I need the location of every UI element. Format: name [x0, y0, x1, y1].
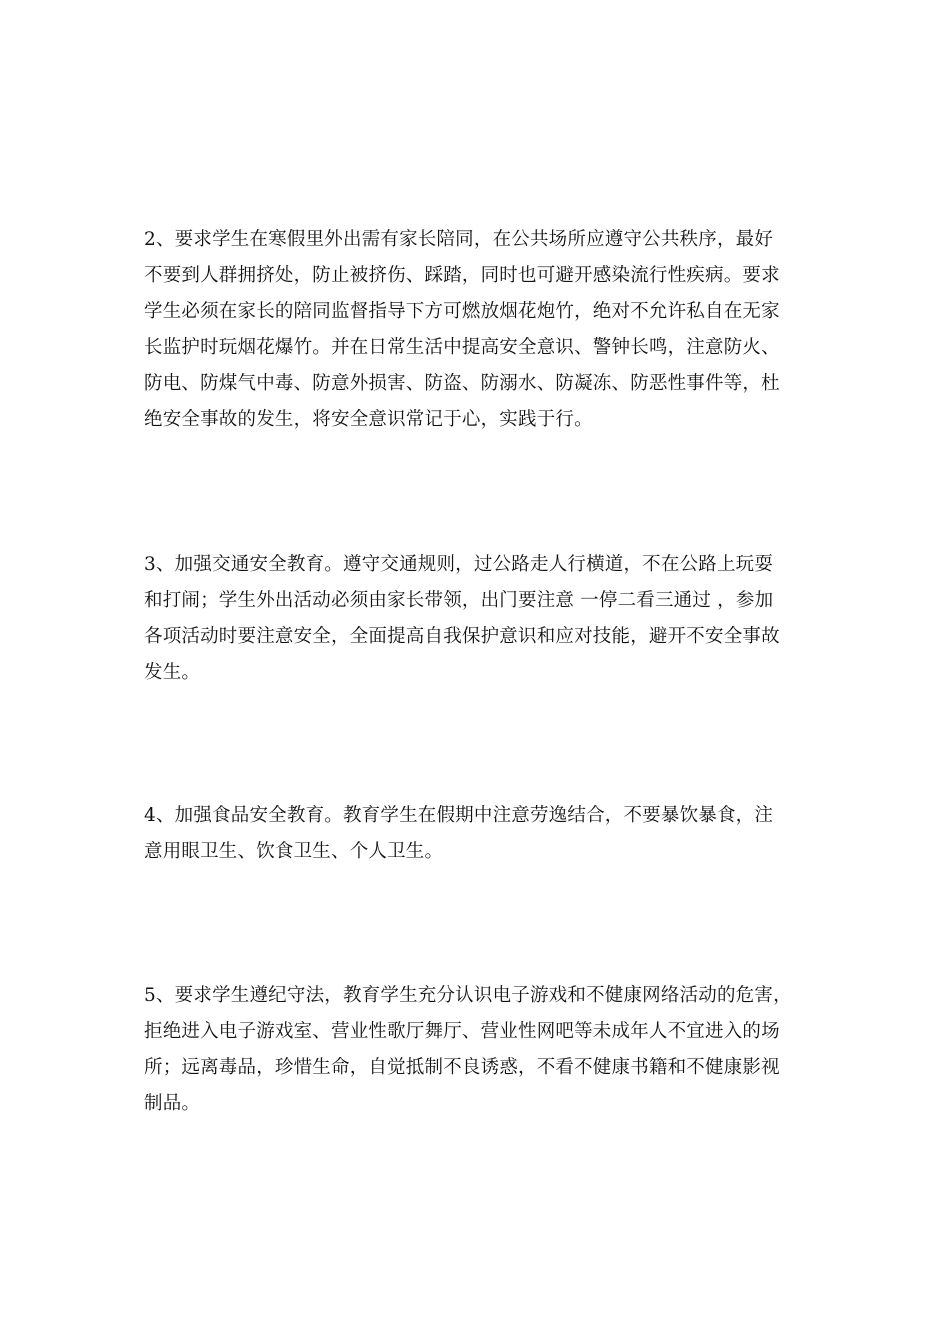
paragraph-line: 长监护时玩烟花爆竹。并在日常生活中提高安全意识、警钟长鸣，注意防火、 — [144, 337, 780, 358]
paragraph-line: 拒绝进入电子游戏室、营业性歌厅舞厅、营业性网吧等未成年人不宜进入的场 — [144, 1021, 780, 1042]
paragraph-line: 不要到人群拥挤处，防止被挤伤、踩踏，同时也可避开感染流行性疾病。要求 — [144, 265, 780, 286]
paragraph-line: 所；远离毒品，珍惜生命，自觉抵制不良诱惑，不看不健康书籍和不健康影视 — [144, 1057, 780, 1078]
paragraph-line: 各项活动时要注意安全，全面提高自我保护意识和应对技能，避开不安全事故 — [144, 626, 780, 647]
paragraph-line: 学生必须在家长的陪同监督指导下方可燃放烟花炮竹，绝对不允许私自在无家 — [144, 301, 780, 322]
paragraph-line: 3、加强交通安全教育。遵守交通规则，过公路走人行横道，不在公路上玩耍 — [144, 554, 774, 575]
paragraph-line: 5、要求学生遵纪守法，教育学生充分认识电子游戏和不健康网络活动的危害， — [144, 985, 792, 1006]
paragraph-line: 绝安全事故的发生，将安全意识常记于心，实践于行。 — [144, 409, 593, 430]
paragraph-line: 和打闹；学生外出活动必须由家长带领，出门要注意 一停二看三通过 ，参加 — [144, 590, 774, 611]
paragraph-line: 意用眼卫生、饮食卫生、个人卫生。 — [144, 841, 444, 862]
paragraph-line: 防电、防煤气中毒、防意外损害、防盗、防溺水、防凝冻、防恶性事件等，杜 — [144, 373, 780, 394]
paragraph-line: 发生。 — [144, 662, 201, 683]
paragraph-line: 2、要求学生在寒假里外出需有家长陪同，在公共场所应遵守公共秩序，最好 — [144, 229, 774, 250]
paragraph-line: 制品。 — [144, 1093, 201, 1114]
paragraph-line: 4、加强食品安全教育。教育学生在假期中注意劳逸结合，不要暴饮暴食，注 — [144, 805, 774, 826]
